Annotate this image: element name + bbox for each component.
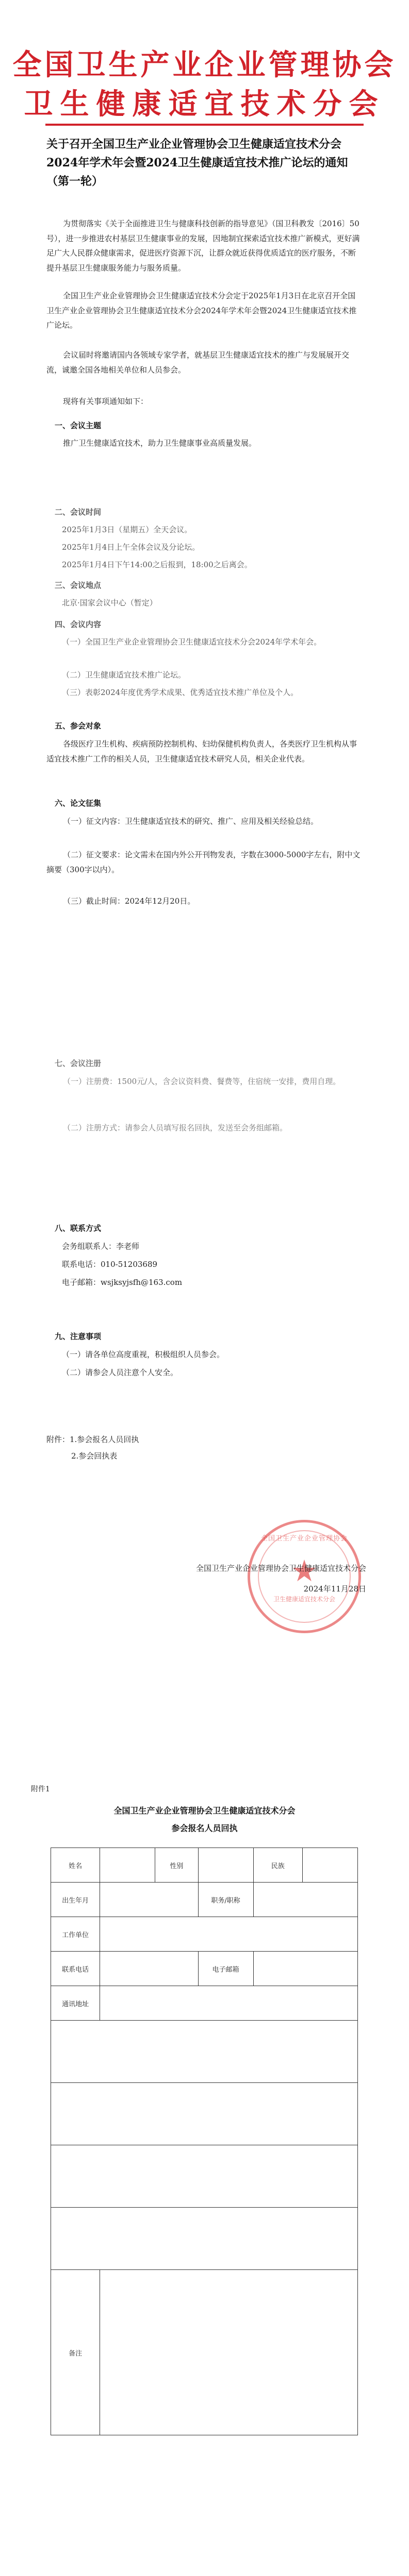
form-blank-row-1[interactable]: [51, 2021, 358, 2083]
section-4-line-3: （三）表彰2024年度优秀学术成果、优秀适宜技术推广单位及个人。: [62, 688, 299, 697]
intro-paragraph-4: 现将有关事项通知如下：: [63, 397, 149, 406]
form1-title-line-1: 全国卫生产业企业管理协会卫生健康适宜技术分会: [113, 1806, 296, 1816]
document-title: 关于召开全国卫生产业企业管理协会卫生健康适宜技术分会2024年学术年会暨2024卫生健康适宜技术推广论坛的通知（第一轮）: [46, 138, 348, 188]
intro-paragraph-3: 会议届时将邀请国内各领域专家学者，就基层卫生健康适宜技术的推广与发展展开交流，诚邀全国各地相关单位和人员参会。: [46, 350, 350, 375]
seal-ring-text: 全国卫生产业企业管理协会: [260, 1535, 348, 1543]
section-9-line-2: （二）请参会人员注意个人安全。: [62, 1368, 178, 1377]
form-input-phone[interactable]: [100, 1952, 198, 1986]
section-heading-4: 四、会议内容: [55, 620, 102, 629]
signature-org: 全国卫生产业企业管理协会卫生健康适宜技术分会: [195, 1564, 366, 1573]
form-label-ethnicity: 民族: [253, 1848, 302, 1883]
section-heading-8: 八、联系方式: [55, 1224, 102, 1233]
form-label-position: 职务/职称: [198, 1883, 253, 1917]
form-label-email: 电子邮箱: [198, 1952, 253, 1986]
section-heading-2: 二、会议时间: [55, 507, 102, 517]
form-blank-row-3[interactable]: [51, 2145, 358, 2208]
form-blank-row-4[interactable]: [51, 2208, 358, 2270]
header-red-divider: [45, 124, 364, 126]
section-7-line-2: （二）注册方式：请参会人员填写报名回执，发送至会务组邮箱。: [63, 1123, 288, 1132]
section-2-line-1: 2025年1月3日（星期五）全天会议。: [62, 525, 192, 534]
section-heading-6: 六、论文征集: [55, 799, 102, 808]
intro-paragraph-2: 全国卫生产业企业管理协会卫生健康适宜技术分会定于2025年1月3日在北京召开全国卫生产业企业管理协会卫生健康适宜技术分会2024年学术年会暨2024卫生健康适宜技术推广论坛。: [46, 291, 357, 330]
form-label-birth: 出生年月: [51, 1883, 100, 1917]
form-input-remarks[interactable]: [100, 2270, 358, 2435]
attachments-item-2: 2.参会回执表: [71, 1451, 118, 1461]
form-label-remarks: 备注: [51, 2270, 100, 2435]
section-1-text: 推广卫生健康适宜技术，助力卫生健康事业高质量发展。: [63, 438, 257, 448]
section-3-text: 北京·国家会议中心（暂定）: [62, 598, 157, 607]
section-8-line-1: 会务组联系人：李老师: [62, 1242, 140, 1251]
form1-attachment-label: 附件1: [31, 1785, 50, 1793]
registration-form-table: [51, 1848, 358, 2435]
form-page-1: [0, 1752, 409, 2576]
section-8-line-3: 电子邮箱：wsjksyjsfh@163.com: [62, 1278, 183, 1287]
signature-date: 2024年11月28日: [303, 1584, 366, 1594]
section-8-line-2: 联系电话：010-51203689: [62, 1260, 158, 1269]
section-5-text: 各级医疗卫生机构、疾病预防控制机构、妇幼保健机构负责人，各类医疗卫生机构从事适宜技术推广工作的相关人员，卫生健康适宜技术研究人员，相关企业代表。: [46, 739, 357, 764]
form-label-phone: 联系电话: [51, 1952, 100, 1986]
form-input-ethnicity[interactable]: [302, 1848, 357, 1883]
official-seal: [248, 1520, 361, 1633]
section-heading-7: 七、会议注册: [55, 1059, 102, 1068]
intro-paragraph-1: 为贯彻落实《关于全面推进卫生与健康科技创新的指导意见》（国卫科教发〔2016〕50号），进一步推进农村基层卫生健康事业的发展，因地制宜探索适宜技术推广新模式，更好满足广大人民群众健康需求，促进医疗资源下沉，让群众就近获得优质适宜的医疗服务，不断提升基层卫生健康服务能力与服务质量。: [46, 219, 360, 273]
form-input-position[interactable]: [253, 1883, 357, 1917]
section-4-line-2: （二）卫生健康适宜技术推广论坛。: [62, 670, 186, 680]
form-input-address[interactable]: [100, 1986, 358, 2021]
section-7-line-1: （一）注册费：1500元/人，含会议资料费、餐费等，住宿统一安排，费用自理。: [63, 1077, 341, 1086]
section-4-line-1: （一）全国卫生产业企业管理协会卫生健康适宜技术分会2024年学术年会。: [62, 637, 322, 647]
section-2-line-2: 2025年1月4日上午全体会议及分论坛。: [62, 543, 200, 552]
form1-title-line-2: 参会报名人员回执: [171, 1823, 238, 1833]
form-input-birth[interactable]: [100, 1883, 198, 1917]
section-2-line-3: 2025年1月4日下午14:00之后报到，18:00之后离会。: [62, 560, 252, 569]
form-input-name[interactable]: [100, 1848, 155, 1883]
section-heading-3: 三、会议地点: [55, 581, 102, 590]
form-label-unit: 工作单位: [51, 1917, 100, 1952]
section-6-line-2: （二）征文要求：论文需未在国内外公开刊物发表，字数在3000-5000字左右，附中文摘要（300字以内）。: [46, 850, 361, 874]
seal-bottom-text: 卫生健康适宜技术分会: [273, 1596, 335, 1603]
section-heading-1: 一、会议主题: [55, 421, 102, 430]
form-input-email[interactable]: [253, 1952, 357, 1986]
form-label-gender: 性别: [155, 1848, 198, 1883]
section-heading-5: 五、参会对象: [55, 721, 102, 731]
seal-star-icon: ★: [291, 1553, 318, 1588]
form-label-address: 通讯地址: [51, 1986, 100, 2021]
section-heading-9: 九、注意事项: [55, 1332, 102, 1341]
section-6-line-3: （三）截止时间：2024年12月20日。: [63, 896, 195, 906]
section-6-line-1: （一）征文内容：卫生健康适宜技术的研究、推广、应用及相关经验总结。: [63, 817, 319, 826]
section-9-line-1: （一）请各单位高度重视，积极组织人员参会。: [62, 1350, 225, 1359]
form-input-gender[interactable]: [198, 1848, 253, 1883]
attachments-label: 附件：1.参会报名人员回执: [46, 1435, 139, 1444]
form-input-unit[interactable]: [100, 1917, 358, 1952]
header-line-1: 全国卫生产业企业管理协会: [12, 48, 397, 82]
header-line-2: 卫生健康适宜技术分会: [24, 87, 385, 121]
form-blank-row-2[interactable]: [51, 2083, 358, 2145]
form-label-name: 姓名: [51, 1848, 100, 1883]
